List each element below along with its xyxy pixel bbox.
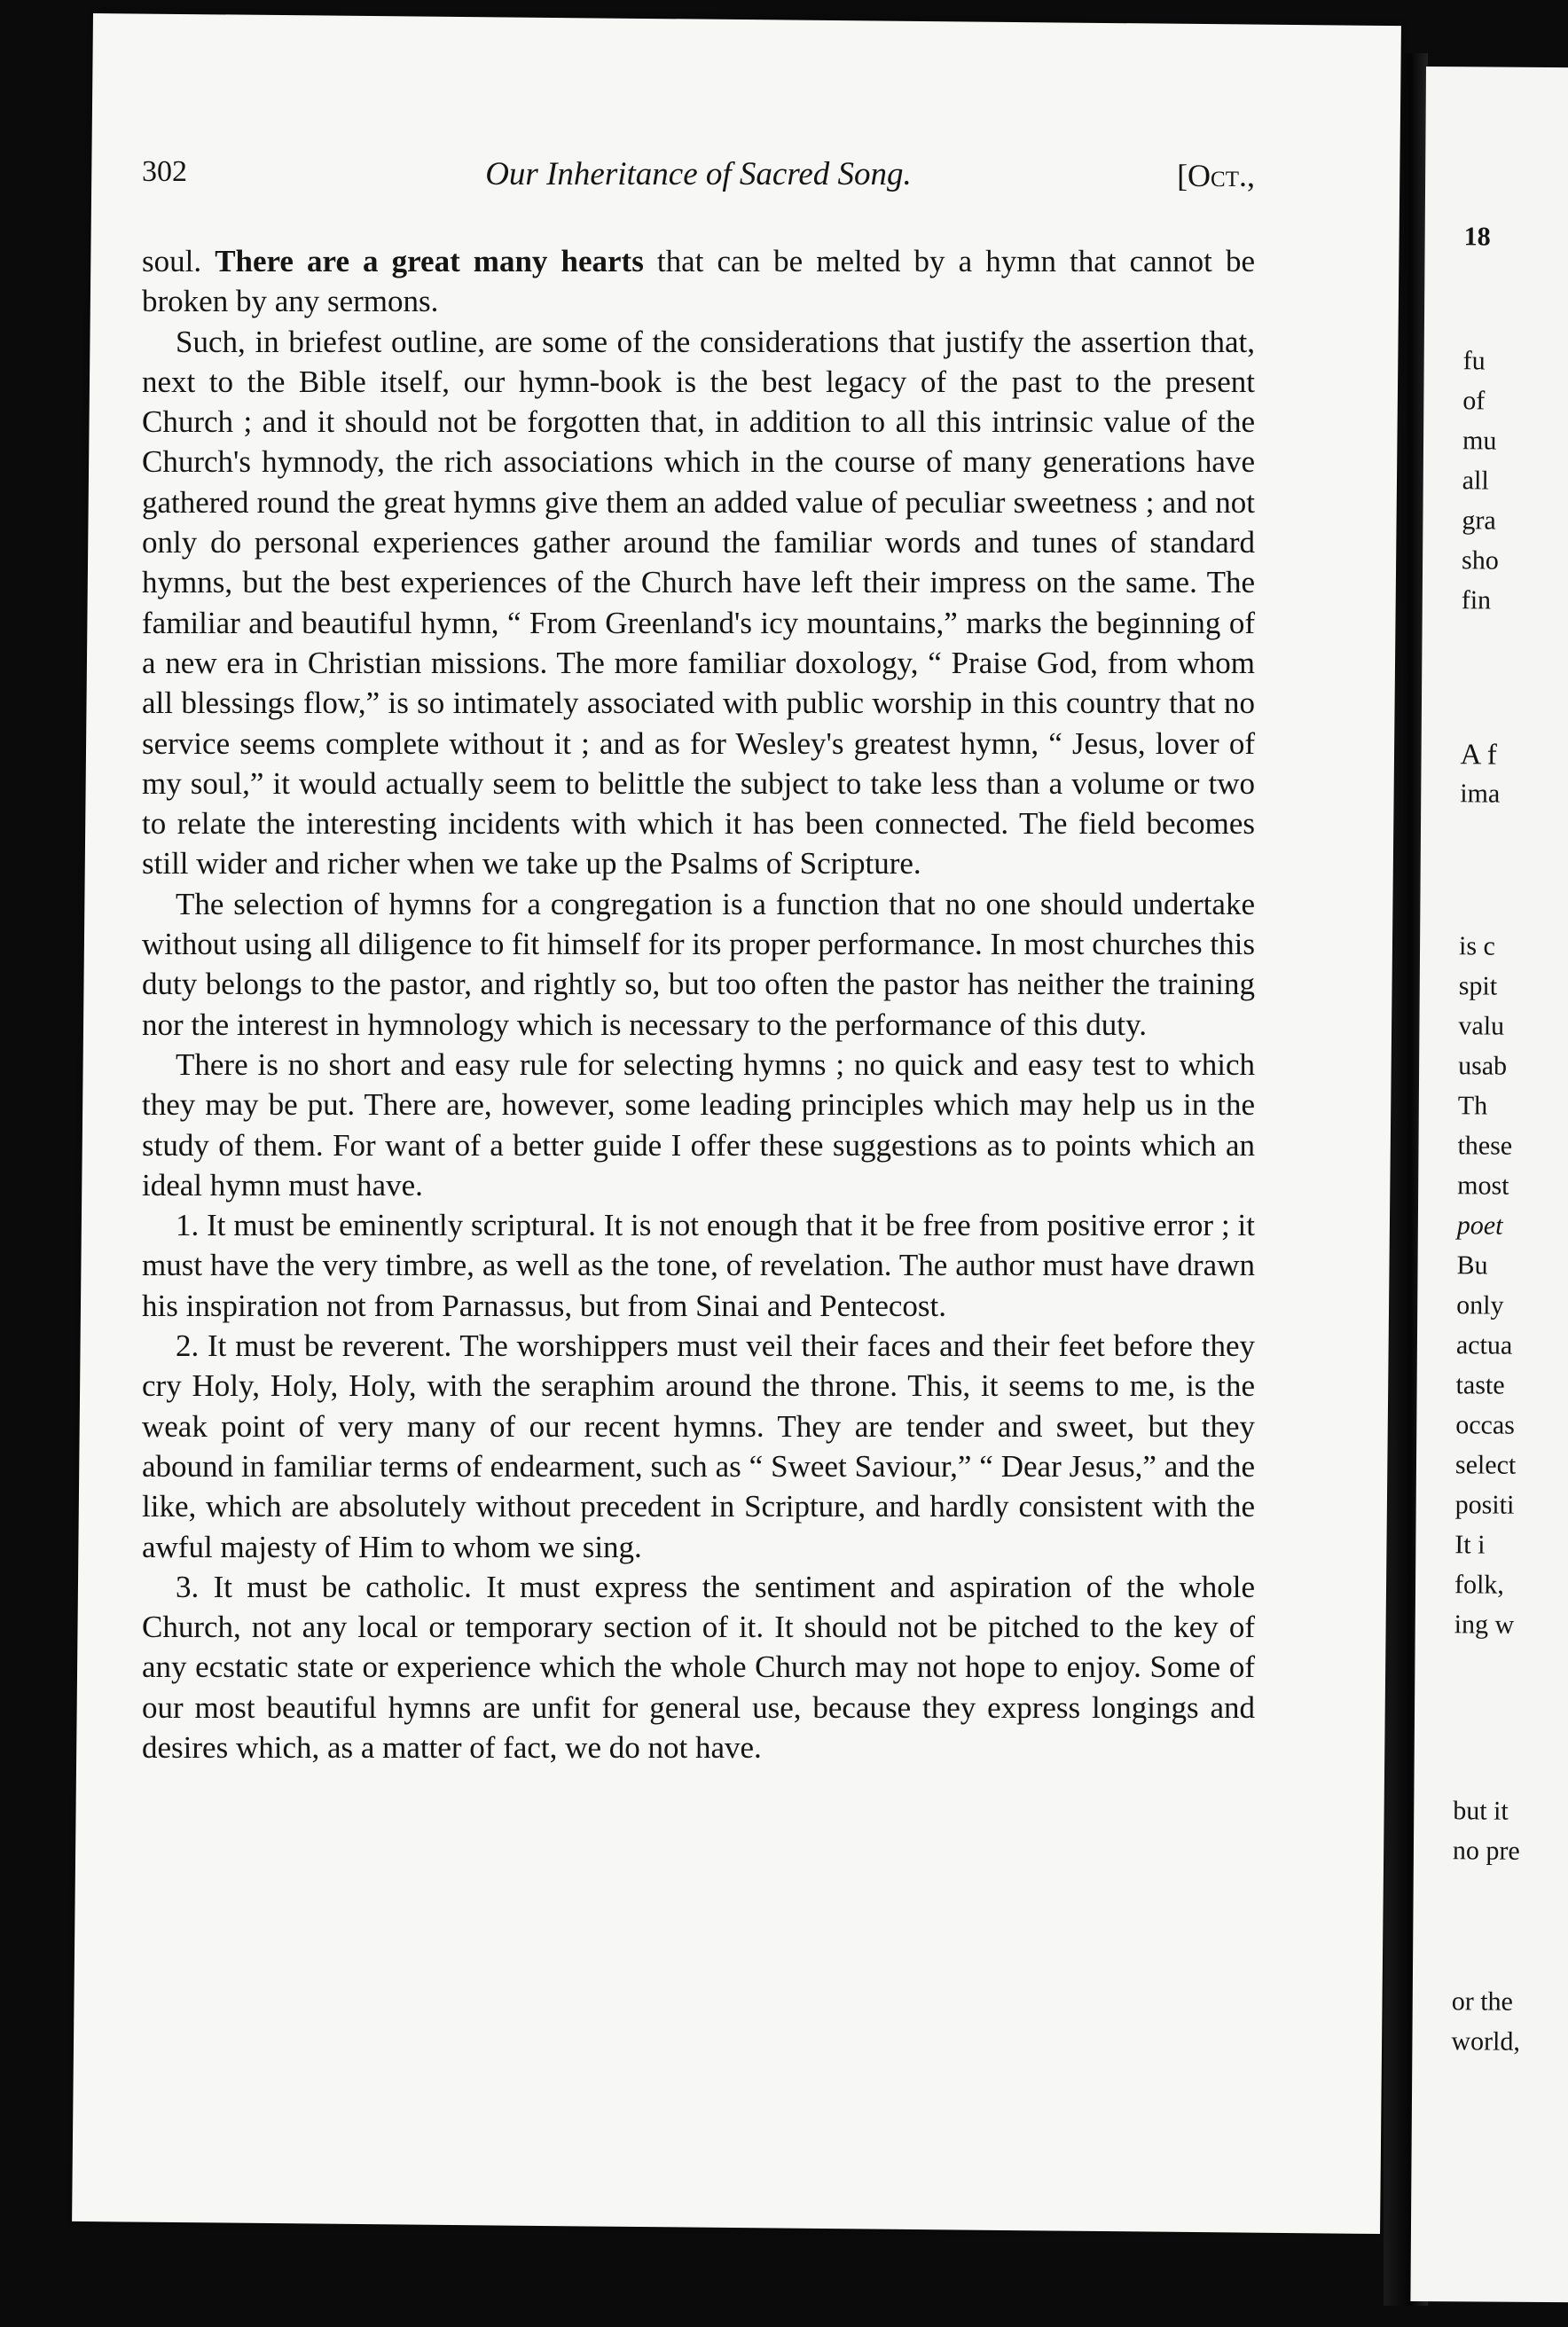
facing-fragment: usab <box>1458 1051 1508 1081</box>
facing-fragment: fu <box>1462 346 1486 376</box>
facing-fragment: world, <box>1451 2026 1521 2057</box>
facing-fragment: mu <box>1462 426 1497 456</box>
facing-fragment: actua <box>1455 1330 1513 1360</box>
facing-fragment: ing w <box>1454 1610 1515 1640</box>
facing-fragment: select <box>1454 1450 1517 1480</box>
paragraph-point-2: 2. It must be reverent. The worshippers must veil their faces and their feet before they cry Holy, Holy, Holy, with the seraphim around the throne. This, it seems to me, is the weak point of very many of our recent hymns. They are tender and sweet, but they abound in familiar terms of endearment, such as “ Sweet Saviour,” “ Dear Jesus,” and the like, which are absolutely without precedent in Scripture, and hardly consistent with the awful majesty of Him to whom we sing. <box>142 1328 1255 1564</box>
running-header <box>142 155 1255 208</box>
paragraph-rest: that can be melted by a hymn that cannot be broken by any sermons. <box>142 244 1255 319</box>
facing-fragment: of <box>1462 386 1486 416</box>
facing-fragment: or the <box>1451 1986 1514 2017</box>
paragraph-1 <box>142 241 1255 322</box>
facing-fragment: all <box>1462 466 1489 496</box>
facing-fragment: It i <box>1454 1530 1486 1560</box>
facing-fragment: A f <box>1460 739 1497 772</box>
header-date: [Oct., <box>1177 158 1255 193</box>
facing-fragment: gra <box>1462 505 1496 536</box>
facing-fragment: ima <box>1460 779 1501 809</box>
paragraph-point-1: 1. It must be eminently scriptural. It is not enough that it be free from positive error ; it must have the very timbre, as well as the tone, of revelation. The author must have drawn his inspiration not from Parnassus, but from Sinai and Pentecost. <box>142 1208 1255 1323</box>
paragraph-point-3: 3. It must be catholic. It must express the sentiment and aspiration of the whole Church, not any local or temporary section of it. It should not be pitched to the key of any ecstatic state or experience which the whole Church may not hope to enjoy. Some of our most beautiful hymns are unfit for general use, because they express longings and desires which, as a matter of fact, we do not have. <box>142 1569 1255 1765</box>
facing-fragment: most <box>1457 1171 1509 1201</box>
facing-fragment: these <box>1457 1131 1513 1161</box>
facing-fragment: poet <box>1456 1211 1503 1241</box>
facing-fragment: folk, <box>1454 1570 1504 1600</box>
facing-fragment: is c <box>1458 931 1496 961</box>
running-title: Our Inheritance of Sacred Song. <box>485 156 912 192</box>
paragraph-lead: soul. <box>142 244 202 278</box>
facing-fragment: fin <box>1461 585 1492 615</box>
facing-fragment: but it <box>1453 1796 1509 1826</box>
emphasis-text: There are a great many hearts <box>215 244 644 278</box>
facing-fragment: spit <box>1458 971 1498 1001</box>
right-page-edge <box>1410 67 1568 2302</box>
facing-fragment: positi <box>1454 1490 1515 1520</box>
paragraph-4: There is no short and easy rule for selecting hymns ; no quick and easy test to which they may be put. There are, however, some leading principles which may help us in the study of them. For want of a better guide I offer these suggestions as to points which an ideal hymn must have. <box>142 1046 1255 1203</box>
facing-fragment: 18 <box>1463 222 1491 252</box>
facing-fragment: occas <box>1455 1410 1516 1440</box>
facing-fragment: valu <box>1458 1011 1505 1041</box>
facing-fragment: taste <box>1455 1370 1505 1400</box>
facing-fragment: Bu <box>1456 1250 1488 1281</box>
page-number: 302 <box>142 155 187 188</box>
paragraph-3: The selection of hymns for a congregation is a function that no one should undertake without using all diligence to fit himself for its proper performance. In most churches this duty belongs to the pastor, and rightly so, but too often the pastor has neither the training nor the interest in hymnology which is necessary to the performance of this duty. <box>142 886 1255 1042</box>
article-body <box>142 241 1255 1767</box>
facing-fragment: Th <box>1457 1091 1488 1121</box>
paragraph-2: Such, in briefest outline, are some of the considerations that justify the assertion that, next to the Bible itself, our hymn-book is the best legacy of the past to the present Church ; and it should not be forgotten that, in addition to all this intrinsic value of the Church's hymnody, the rich associations which in the course of many generations have gathered round the great hymns give them an added value of peculiar sweetness ; and not only do personal experiences gather around the familiar words and tunes of standard hymns, but the best experiences of the Church have left their impress on the same. The familiar and beautiful hymn, “ From Greenland's icy mountains,” marks the beginning of a new era in Christian missions. The more familiar doxology, “ Praise God, from whom all blessings flow,” is so intimately associated with public worship in this country that no service seems complete without it ; and as for Wesley's greatest hymn, “ Jesus, lover of my soul,” it would actually seem to belittle the subject to take less than a volume or two to relate the interesting incidents with which it has been connected. The field becomes still wider and richer when we take up the Psalms of Scripture. <box>142 324 1255 881</box>
facing-fragment: no pre <box>1452 1836 1520 1866</box>
facing-fragment: only <box>1456 1290 1504 1320</box>
facing-fragment: sho <box>1461 545 1499 576</box>
